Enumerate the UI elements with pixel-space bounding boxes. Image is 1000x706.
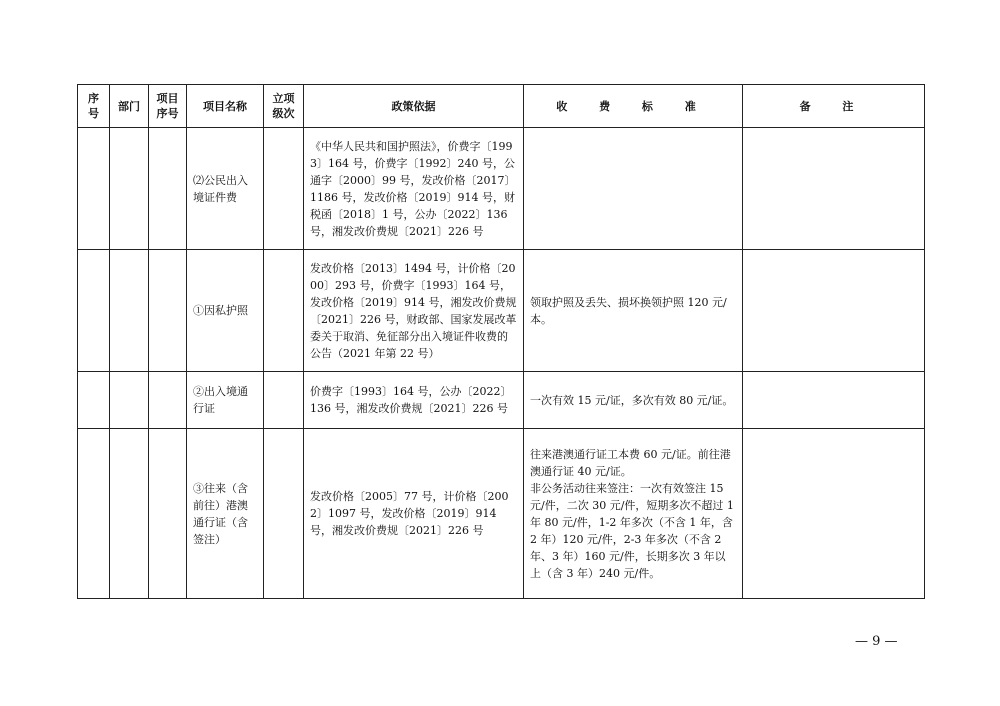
cell-item-seq — [149, 250, 187, 372]
cell-dept — [110, 128, 149, 250]
page-number: — 9 — — [855, 634, 898, 649]
cell-item-name: ①因私护照 — [187, 250, 264, 372]
table-row — [78, 250, 925, 372]
header-item-name: 项目名称 — [187, 85, 264, 128]
cell-policy: 发改价格〔2005〕77 号，计价格〔2002〕1097 号，发改价格〔2019〕914 号，湘发改价费规〔2021〕226 号 — [304, 429, 524, 599]
cell-standard — [524, 128, 743, 250]
header-dept: 部门 — [110, 85, 149, 128]
header-remark: 备 注 — [743, 85, 925, 128]
cell-dept — [110, 429, 149, 599]
header-level: 立项级次 — [264, 85, 304, 128]
fee-table — [77, 84, 925, 599]
header-policy: 政策依据 — [304, 85, 524, 128]
cell-item-seq — [149, 372, 187, 429]
cell-policy: 价费字〔1993〕164 号，公办〔2022〕136 号，湘发改价费规〔2021〕226 号 — [304, 372, 524, 429]
cell-dept — [110, 372, 149, 429]
cell-item-name: ③往来（含前往）港澳通行证（含签注） — [187, 429, 264, 599]
header-row — [78, 85, 925, 128]
cell-item-seq — [149, 128, 187, 250]
cell-item-name: ②出入境通行证 — [187, 372, 264, 429]
cell-standard: 领取护照及丢失、损坏换领护照 120 元/本。 — [524, 250, 743, 372]
table-row — [78, 372, 925, 429]
cell-level — [264, 250, 304, 372]
cell-standard — [524, 429, 743, 599]
cell-remark — [743, 128, 925, 250]
cell-seq — [78, 250, 110, 372]
cell-seq — [78, 372, 110, 429]
table-row — [78, 429, 925, 599]
cell-level — [264, 429, 304, 599]
cell-item-seq — [149, 429, 187, 599]
cell-policy: 《中华人民共和国护照法》，价费字〔1993〕164 号，价费字〔1992〕240 号，公通字〔2000〕99 号，发改价格〔2017〕1186 号，发改价格〔2019〕914 号，财税函〔2018〕1 号，公办〔2022〕136 号，湘发改价费规〔2021〕226 号 — [304, 128, 524, 250]
cell-level — [264, 372, 304, 429]
cell-level — [264, 128, 304, 250]
standard-extra-text: 非公务活动往来签注：一次有效签注 15 元/件，二次 30 元/件，短期多次不超过 1 年 80 元/件，1-2 年多次（不含 1 年，含 2 年）120 元/件，2-3 年多次（不含 2 年、3 年）160 元/件，长期多次 3 年以上（含 3 年）240 元/件。 — [530, 481, 734, 580]
header-seq: 序号 — [78, 85, 110, 128]
cell-seq — [78, 128, 110, 250]
cell-item-name: ⑵公民出入境证件费 — [187, 128, 264, 250]
header-item-seq: 项目序号 — [149, 85, 187, 128]
cell-remark — [743, 250, 925, 372]
table-row — [78, 128, 925, 250]
header-standard: 收 费 标 准 — [524, 85, 743, 128]
cell-policy: 发改价格〔2013〕1494 号，计价格〔2000〕293 号，价费字〔1993〕164 号，发改价格〔2019〕914 号，湘发改价费规〔2021〕226 号，财政部、国家发展改革委关于取消、免征部分出入境证件收费的公告（2021 年第 22 号） — [304, 250, 524, 372]
standard-text: 往来港澳通行证工本费 60 元/证。前往港澳通行证 40 元/证。 — [530, 447, 731, 478]
cell-remark — [743, 372, 925, 429]
cell-dept — [110, 250, 149, 372]
cell-remark — [743, 429, 925, 599]
cell-seq — [78, 429, 110, 599]
cell-standard: 一次有效 15 元/证，多次有效 80 元/证。 — [524, 372, 743, 429]
